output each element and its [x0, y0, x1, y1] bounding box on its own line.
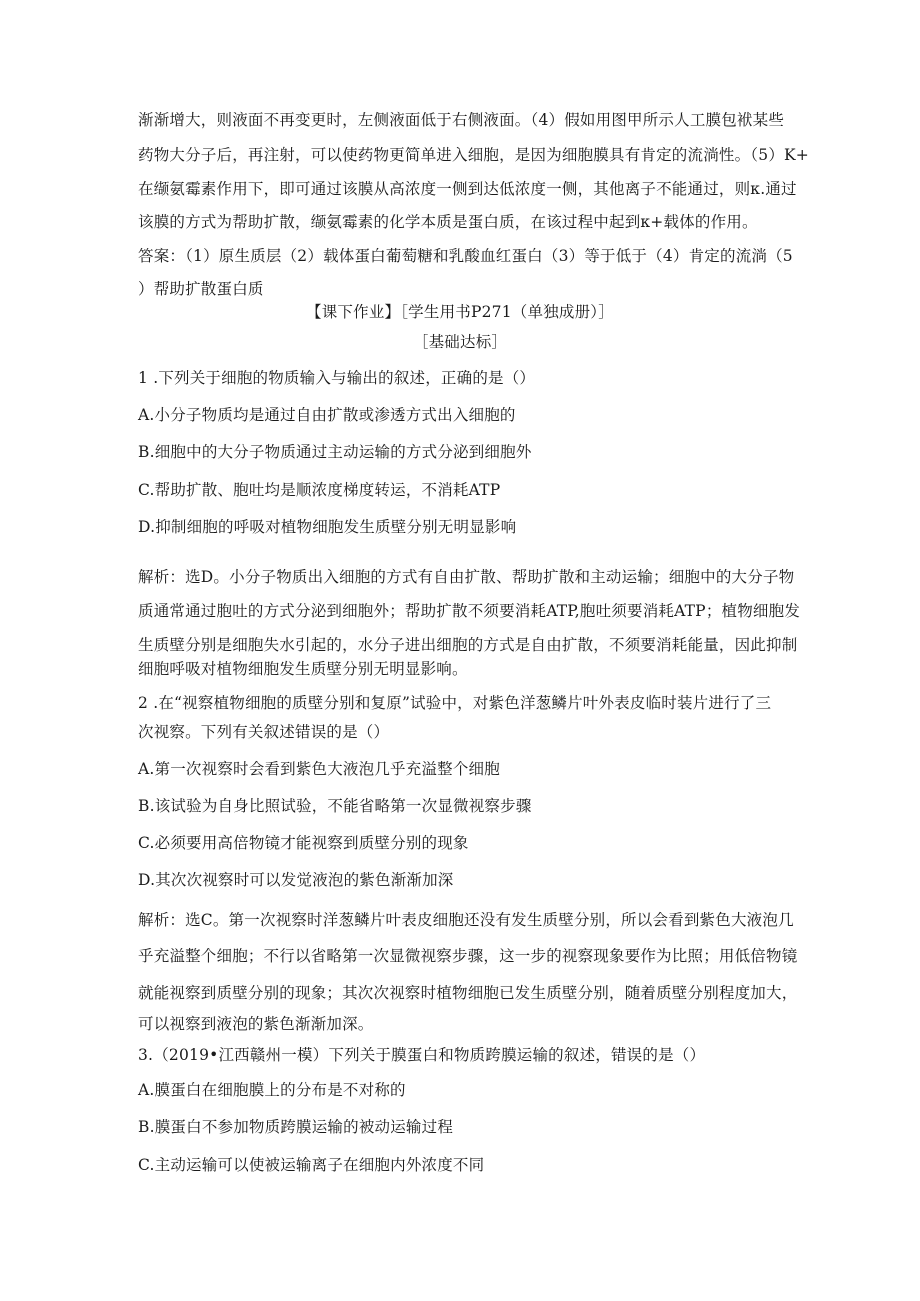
explanation-line: 生质壁分别是细胞失水引起的，水分子进出细胞的方式是自由扩散，不须要消耗能量，因此抑制: [138, 636, 798, 654]
question-stem: 2 .在“视察植物细胞的质壁分别和复原”试验中，对紫色洋葱鳞片叶外表皮临时装片进行了三: [138, 694, 772, 712]
explanation-line: 质通常通过胞吐的方式分泌到细胞外；帮助扩散不须要消耗ATP,胞吐须要消耗ATP；植物细胞发: [138, 602, 801, 620]
text-line: 药物大分子后，再注射，可以使药物更简单进入细胞，是因为细胞膜具有肯定的流淌性。（5）K+: [138, 146, 809, 164]
option: A.膜蛋白在细胞膜上的分布是不对称的: [138, 1081, 406, 1099]
option: D.抑制细胞的呼吸对植物细胞发生质壁分别无明显影响: [138, 518, 517, 536]
option: C.主动运输可以使被运输离子在细胞内外浓度不同: [138, 1156, 485, 1174]
answer-line: 答案：（1）原生质层（2）载体蛋白葡萄糖和乳酸血红蛋白（3）等于低于（4）肯定的流淌（5: [138, 247, 793, 265]
text-line: 在缬氨霉素作用下，即可通过该膜从高浓度一侧到达低浓度一侧，其他离子不能通过，则κ.通过: [138, 180, 797, 198]
option: D.其次次视察时可以发觉液泡的紫色渐渐加深: [138, 871, 454, 889]
option: C.必须要用高倍物镜才能视察到质壁分别的现象: [138, 834, 469, 852]
option: A.第一次视察时会看到紫色大液泡几乎充溢整个细胞: [138, 760, 500, 778]
option: B.膜蛋白不参加物质跨膜运输的被动运输过程: [138, 1118, 454, 1136]
explanation-line: 可以视察到液泡的紫色渐渐加深。: [138, 1015, 374, 1033]
section-subheading: ［基础达标］: [412, 333, 508, 351]
explanation-line: 细胞呼吸对植物细胞发生质壁分别无明显影响。: [138, 660, 468, 678]
section-heading: 【课下作业】［学生用书P271（单独成册）］: [306, 303, 614, 321]
explanation-line: 解析：选D。小分子物质出入细胞的方式有自由扩散、帮助扩散和主动运输；细胞中的大分子物: [138, 568, 795, 586]
explanation-line: 乎充溢整个细胞；不行以省略第一次显微视察步骤，这一步的视察现象要作为比照；用低倍物镜: [138, 947, 798, 965]
text-line: 该膜的方式为帮助扩散，缬氨霉素的化学本质是蛋白质，在该过程中起到κ+载体的作用。: [138, 213, 758, 231]
answer-line: ）帮助扩散蛋白质: [138, 280, 264, 298]
explanation-line: 解析：选C。第一次视察时洋葱鳞片叶表皮细胞还没有发生质壁分别，所以会看到紫色大液泡几: [138, 911, 794, 929]
option: A.小分子物质均是通过自由扩散或渗透方式出入细胞的: [138, 406, 516, 424]
question-stem: 1 .下列关于细胞的物质输入与输出的叙述，正确的是（）: [138, 369, 536, 387]
option: C.帮助扩散、胞吐均是顺浓度梯度转运，不消耗ATP: [138, 481, 501, 499]
question-stem: 次视察。下列有关叙述错误的是（）: [138, 723, 390, 741]
option: B.细胞中的大分子物质通过主动运输的方式分泌到细胞外: [138, 443, 532, 461]
option: B.该试验为自身比照试验，不能省略第一次显微视察步骤: [138, 797, 532, 815]
question-stem: 3.（2019•江西赣州一模）下列关于膜蛋白和物质跨膜运输的叙述，错误的是（）: [138, 1046, 706, 1064]
explanation-line: 就能视察到质壁分别的现象；其次次视察时植物细胞已发生质壁分别，随着质壁分别程度加大，: [138, 984, 798, 1002]
text-line: 渐渐增大，则液面不再变更时，左侧液面低于右侧液面。（4）假如用图甲所示人工膜包袱某些: [138, 111, 785, 129]
